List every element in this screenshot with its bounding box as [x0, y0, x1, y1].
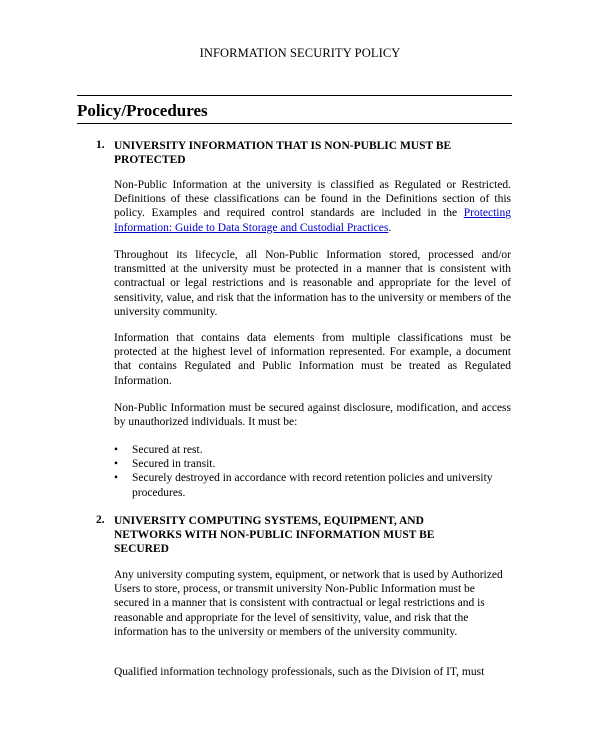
list-item [114, 443, 514, 457]
heading-bottom-rule [77, 123, 512, 124]
item-number: 1. [96, 139, 105, 151]
policy-item-2 [96, 514, 516, 556]
item-title-line: NETWORKS WITH NON-PUBLIC INFORMATION MUST BE [114, 529, 435, 541]
paragraph-computing-systems: Any university computing system, equipment, or network that is used by Authorized Users to store, process, or transmit university Non-Public Information must be secured in a manner that is consistent with contractual or legal restrictions and is reasonable and appropriate for the level of sensitivity, value, and risk that the information has to the university or members of the university community. [114, 569, 503, 638]
paragraph-qualified-professionals: Qualified information technology professionals, such as the Division of IT, must [114, 666, 485, 678]
item-title-line: PROTECTED [114, 154, 186, 166]
document-title: INFORMATION SECURITY POLICY [199, 46, 401, 60]
bullet-icon: • [114, 472, 119, 485]
policy-item-1 [96, 139, 516, 167]
paragraph-lifecycle: Throughout its lifecycle, all Non-Public Information stored, processed and/or transmitted at the university must be protected in a manner that is consistent with contractual or legal restrictions and is reasonable and appropriate for the level of sensitivity, value, and risk that the information has to the university or members of the university community. [114, 249, 511, 318]
requirements-list [114, 443, 514, 500]
bullet-icon: • [114, 444, 119, 456]
paragraph-secured-against: Non-Public Information must be secured against disclosure, modification, and access by unauthorized individuals. It must be: [114, 402, 511, 429]
item-title [114, 514, 516, 556]
protecting-information-guide-link[interactable]: Protecting Information: Guide to Data Storage and Custodial Practices [114, 207, 511, 234]
heading-top-rule [77, 95, 512, 96]
paragraph-text: Non-Public Information at the university is classified as Regulated or Restricted. Definitions of these classifications can be found in the Definitions section of this policy. Examples and required control standards are included in the [114, 179, 511, 220]
item-title-line: UNIVERSITY COMPUTING SYSTEMS, EQUIPMENT, AND [114, 515, 424, 527]
item-title [114, 139, 516, 167]
paragraph-classification [114, 178, 511, 235]
item-title-line: UNIVERSITY INFORMATION THAT IS NON-PUBLIC MUST BE [114, 140, 452, 152]
paragraph-text: . [388, 221, 392, 234]
bullet-icon: • [114, 458, 119, 471]
section-heading: Policy/Procedures [77, 101, 208, 120]
list-item [114, 471, 514, 499]
item-title-line: SECURED [114, 543, 169, 555]
list-item [114, 457, 514, 471]
list-item-text: Secured in transit. [132, 458, 216, 471]
list-item-text: Secured at rest. [132, 444, 203, 456]
paragraph-multiple-classifications: Information that contains data elements from multiple classifications must be protected at the highest level of information represented. For example, a document that contains Regulated and Public Information must be treated as Regulated Information. [114, 332, 511, 387]
item-number: 2. [96, 514, 105, 526]
list-item-text: Securely destroyed in accordance with record retention policies and university procedures. [132, 472, 493, 499]
